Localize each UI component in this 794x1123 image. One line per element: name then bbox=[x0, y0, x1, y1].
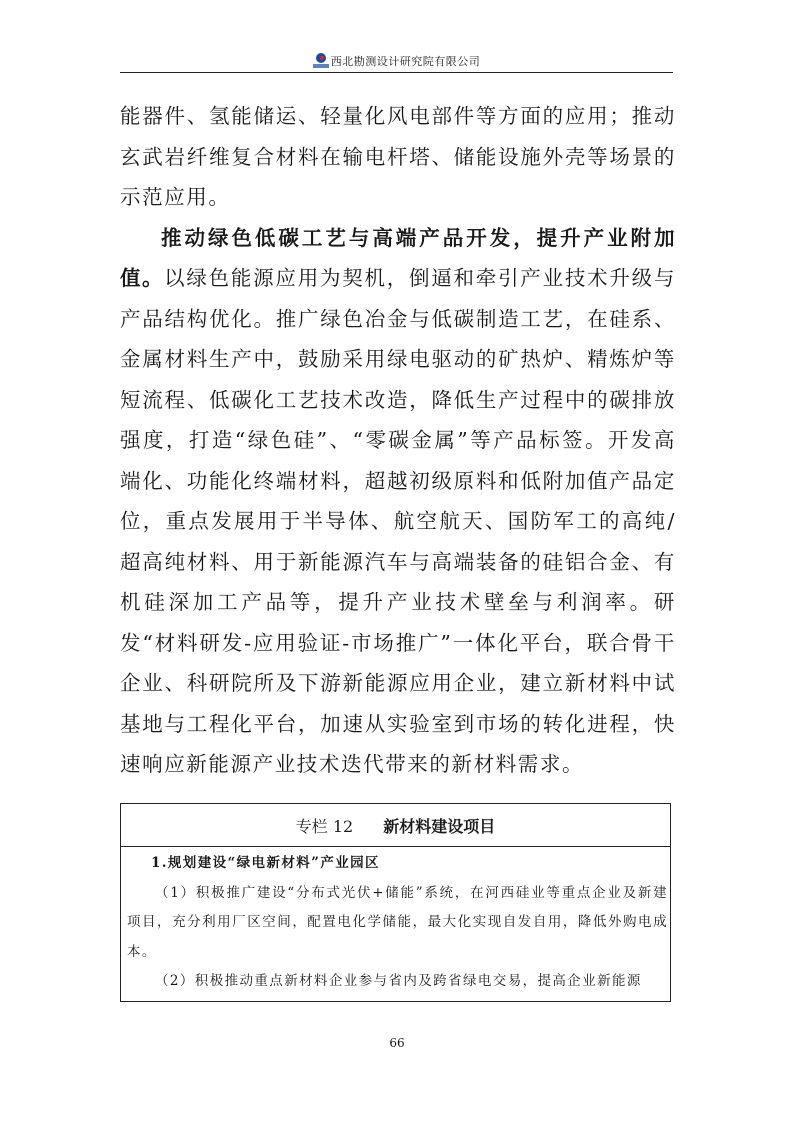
column-box-title bbox=[121, 804, 670, 847]
paragraph-green-lowcarbon bbox=[120, 218, 676, 785]
company-name: 西北勘测设计研究院有限公司 bbox=[330, 55, 481, 68]
paragraph-body: 以绿色能源应用为契机，倒逼和牵引产业技术升级与产品结构优化。推广绿色冶金与低碳制造工艺，在硅系、金属材料生产中，鼓励采用绿电驱动的矿热炉、精炼炉等短流程、低碳化工艺技术改造，降低生产过程中的碳排放强度，打造“绿色硅”、“零碳金属”等产品标签。开发高端化、功能化终端材料，超越初级原料和低附加值产品定位，重点发展用于半导体、航空航天、国防军工的高纯/超高纯材料、用于新能源汽车与高端装备的硅铝合金、有机硅深加工产品等，提升产业技术壁垒与利润率。研发“材料研发-应用验证-市场推广”一体化平台，联合骨干企业、科研院所及下游新能源应用企业，建立新材料中试基地与工程化平台，加速从实验室到市场的转化进程，快速响应新能源产业技术迭代带来的新材料需求。 bbox=[120, 266, 676, 776]
column-box-content bbox=[121, 847, 670, 997]
column-box bbox=[120, 803, 671, 1002]
paragraph-continuation: 能器件、氢能储运、轻量化风电部件等方面的应用；推动玄武岩纤维复合材料在输电杆塔、储能设施外壳等场景的示范应用。 bbox=[120, 104, 676, 209]
company-logo-icon bbox=[313, 53, 329, 69]
page-header bbox=[120, 50, 673, 73]
section-heading: 1.规划建设“绿电新材料”产业园区 bbox=[151, 855, 380, 871]
list-item: （2）积极推动重点新材料企业参与省内及跨省绿电交易，提高企业新能源 bbox=[155, 973, 642, 989]
body-text bbox=[120, 96, 676, 785]
page-number: 66 bbox=[389, 1036, 405, 1050]
paragraph-lead: 推动绿色低碳工艺与高端产品开发，提升产业附加值。 bbox=[120, 225, 676, 290]
list-item: （1）积极推广建设“分布式光伏+储能”系统，在河西硅业等重点企业及新建项目，充分利用厂区空间，配置电化学储能，最大化实现自发自用，降低外购电成本。 bbox=[127, 884, 668, 960]
column-title: 新材料建设项目 bbox=[383, 816, 496, 836]
column-label: 专栏 12 bbox=[295, 816, 354, 836]
